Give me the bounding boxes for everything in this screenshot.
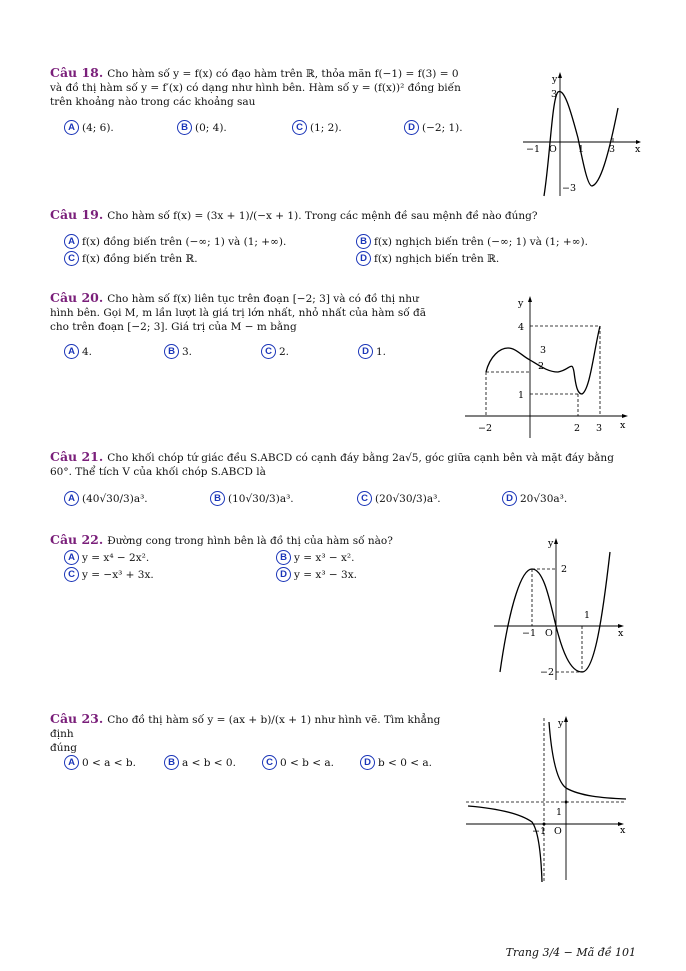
- x-axis-label: x: [635, 144, 641, 155]
- option-letter: B: [164, 755, 179, 770]
- tick-label-x2: 2: [574, 423, 581, 434]
- function-curve: [486, 326, 600, 394]
- question-stem: Cho đồ thị hàm số y = (ax + b)/(x + 1) như hình vẽ. Tìm khẳng định: [50, 714, 441, 740]
- option-text: (20√30/3)a³.: [375, 492, 441, 505]
- origin-label: O: [549, 144, 557, 155]
- answer-options: [64, 491, 634, 509]
- hyperbola-right-branch: [549, 722, 626, 799]
- option-a[interactable]: [64, 344, 92, 359]
- tick-label-ym2: −2: [540, 667, 555, 678]
- option-b[interactable]: [164, 344, 192, 359]
- tick-label-xm1: −1: [526, 144, 541, 155]
- option-letter: C: [357, 491, 372, 506]
- x-axis-label: x: [618, 628, 624, 639]
- option-letter: C: [262, 755, 277, 770]
- y-axis-label: y: [552, 74, 558, 85]
- option-c[interactable]: [64, 251, 198, 266]
- option-text: f(x) đồng biến trên ℝ.: [82, 252, 198, 265]
- option-d[interactable]: [276, 567, 357, 582]
- option-letter: A: [64, 344, 79, 359]
- option-text: (4; 6).: [82, 121, 114, 134]
- option-c[interactable]: [262, 755, 334, 770]
- question-label: Câu 18.: [50, 65, 104, 80]
- option-b[interactable]: [177, 120, 227, 135]
- option-letter: B: [164, 344, 179, 359]
- option-text: 1.: [376, 345, 387, 358]
- question-stem-line: hình bên. Gọi M, m lần lượt là giá trị lớn nhất, nhỏ nhất của hàm số đã: [50, 307, 426, 319]
- option-d[interactable]: [360, 755, 432, 770]
- tick-label-x3: 3: [596, 423, 603, 434]
- tick-label-x1: 1: [584, 610, 591, 621]
- tick-label-ym3: −3: [562, 183, 577, 194]
- option-letter: A: [64, 550, 79, 565]
- guide-lines: [532, 569, 582, 672]
- question-label: Câu 23.: [50, 711, 104, 726]
- option-text: 3.: [182, 345, 193, 358]
- option-b[interactable]: [356, 234, 588, 249]
- option-d[interactable]: [502, 491, 567, 506]
- question-label: Câu 20.: [50, 290, 104, 305]
- question-label: Câu 19.: [50, 207, 104, 222]
- question-stem-line: và đồ thị hàm số y = f′(x) có dạng như hình bên. Hàm số y = (f(x))² đồng biến: [50, 82, 461, 94]
- option-text: y = −x³ + 3x.: [82, 568, 154, 581]
- option-c[interactable]: [64, 567, 154, 582]
- page-footer: Trang 3/4 − Mã đề 101: [505, 946, 636, 959]
- question-stem: Cho hàm số f(x) liên tục trên đoạn [−2; 3] và có đồ thị như: [107, 293, 419, 305]
- tick-label-x3: 3: [609, 144, 616, 155]
- option-letter: A: [64, 491, 79, 506]
- option-text: (−2; 1).: [422, 121, 463, 134]
- answer-options: [64, 755, 454, 771]
- tick-label-x1: 1: [578, 144, 585, 155]
- option-text: f(x) nghịch biến trên (−∞; 1) và (1; +∞).: [374, 235, 588, 248]
- y-axis-label: y: [558, 718, 564, 729]
- option-text: f(x) nghịch biến trên ℝ.: [374, 252, 500, 265]
- x-axis-label: x: [620, 420, 626, 431]
- option-text: y = x³ − 3x.: [294, 568, 357, 581]
- option-d[interactable]: [356, 251, 499, 266]
- question-stem: Cho khối chóp tứ giác đều S.ABCD có cạnh đáy bằng 2a√5, góc giữa cạnh bên và mặt đáy bằng: [107, 452, 614, 464]
- question-20: [50, 291, 460, 334]
- tick-label-y1: 1: [518, 390, 525, 401]
- hyperbola-graph-figure: [462, 712, 632, 884]
- answer-options: [64, 550, 444, 584]
- tick-label-y1: 1: [556, 807, 563, 818]
- option-text: 20√30a³.: [520, 492, 568, 505]
- option-a[interactable]: [64, 550, 149, 565]
- option-a[interactable]: [64, 120, 114, 135]
- cubic-curve: [500, 552, 610, 672]
- option-letter: B: [210, 491, 225, 506]
- option-letter: D: [404, 120, 419, 135]
- continuous-function-figure: [460, 290, 635, 440]
- origin-label: O: [545, 628, 553, 639]
- tick-label-xm2: −2: [478, 423, 493, 434]
- question-label: Câu 21.: [50, 449, 104, 464]
- question-23: [50, 712, 450, 755]
- option-letter: A: [64, 234, 79, 249]
- option-c[interactable]: [292, 120, 342, 135]
- option-letter: D: [502, 491, 517, 506]
- hyperbola-left-branch: [468, 806, 542, 882]
- option-letter: D: [358, 344, 373, 359]
- option-a[interactable]: [64, 234, 286, 249]
- option-letter: B: [177, 120, 192, 135]
- question-19: [50, 208, 650, 223]
- option-letter: C: [64, 251, 79, 266]
- option-text: y = x³ − x².: [294, 551, 355, 564]
- asymptotes: [466, 718, 626, 882]
- option-letter: C: [261, 344, 276, 359]
- option-letter: D: [360, 755, 375, 770]
- origin-label: O: [554, 826, 562, 837]
- option-a[interactable]: [64, 755, 136, 770]
- y-axis-label: y: [518, 298, 524, 309]
- question-stem: Đường cong trong hình bên là đồ thị của hàm số nào?: [107, 535, 393, 547]
- option-letter: A: [64, 120, 79, 135]
- question-18: [50, 66, 510, 109]
- option-text: b < 0 < a.: [378, 756, 432, 769]
- tick-label-xm1: −1: [522, 628, 537, 639]
- option-text: (40√30/3)a³.: [82, 492, 148, 505]
- question-stem-line: 60°. Thể tích V của khối chóp S.ABCD là: [50, 466, 266, 478]
- option-letter: C: [64, 567, 79, 582]
- option-text: y = x⁴ − 2x².: [82, 551, 150, 564]
- option-a[interactable]: [64, 491, 148, 506]
- answer-options: [64, 120, 504, 136]
- cubic-graph-figure: [490, 532, 635, 684]
- option-text: 0 < b < a.: [280, 756, 334, 769]
- option-letter: B: [276, 550, 291, 565]
- answer-options: [64, 234, 634, 268]
- option-letter: D: [356, 251, 371, 266]
- option-b[interactable]: [276, 550, 354, 565]
- y-axis-label: y: [548, 538, 554, 549]
- tick-label-y2: 2: [561, 564, 568, 575]
- option-text: 0 < a < b.: [82, 756, 136, 769]
- question-21: [50, 450, 650, 479]
- x-axis-label: x: [620, 825, 626, 836]
- option-letter: B: [356, 234, 371, 249]
- option-c[interactable]: [261, 344, 289, 359]
- option-b[interactable]: [164, 755, 236, 770]
- tick-label-y3: 3: [551, 89, 558, 100]
- option-text: 2.: [279, 345, 290, 358]
- option-text: f(x) đồng biến trên (−∞; 1) và (1; +∞).: [82, 235, 287, 248]
- question-stem-line: cho trên đoạn [−2; 3]. Giá trị của M − m bằng: [50, 321, 297, 333]
- option-letter: D: [276, 567, 291, 582]
- option-letter: C: [292, 120, 307, 135]
- option-letter: A: [64, 755, 79, 770]
- question-stem: Cho hàm số f(x) = (3x + 1)/(−x + 1). Trong các mệnh đề sau mệnh đề nào đúng?: [107, 210, 538, 222]
- tick-label-y3: 3: [540, 345, 547, 356]
- option-text: a < b < 0.: [182, 756, 236, 769]
- answer-options: [64, 344, 414, 360]
- tick-label-xm1: −1: [532, 826, 547, 837]
- option-text: 4.: [82, 345, 93, 358]
- option-text: (10√30/3)a³.: [228, 492, 294, 505]
- y-axis-arrow: [558, 72, 562, 78]
- tick-label-y4: 4: [518, 322, 525, 333]
- option-b[interactable]: [210, 491, 294, 506]
- question-stem-line: đúng: [50, 742, 77, 754]
- derivative-graph-figure: [518, 68, 643, 200]
- option-text: (0; 4).: [195, 121, 227, 134]
- question-22: [50, 533, 470, 548]
- tick-label-y2: 2: [538, 361, 545, 372]
- question-stem-line: trên khoảng nào trong các khoảng sau: [50, 96, 256, 108]
- option-text: (1; 2).: [310, 121, 342, 134]
- option-d[interactable]: [404, 120, 463, 135]
- option-c[interactable]: [357, 491, 441, 506]
- question-label: Câu 22.: [50, 532, 104, 547]
- option-d[interactable]: [358, 344, 386, 359]
- question-stem: Cho hàm số y = f(x) có đạo hàm trên ℝ, thỏa mãn f(−1) = f(3) = 0: [107, 68, 459, 80]
